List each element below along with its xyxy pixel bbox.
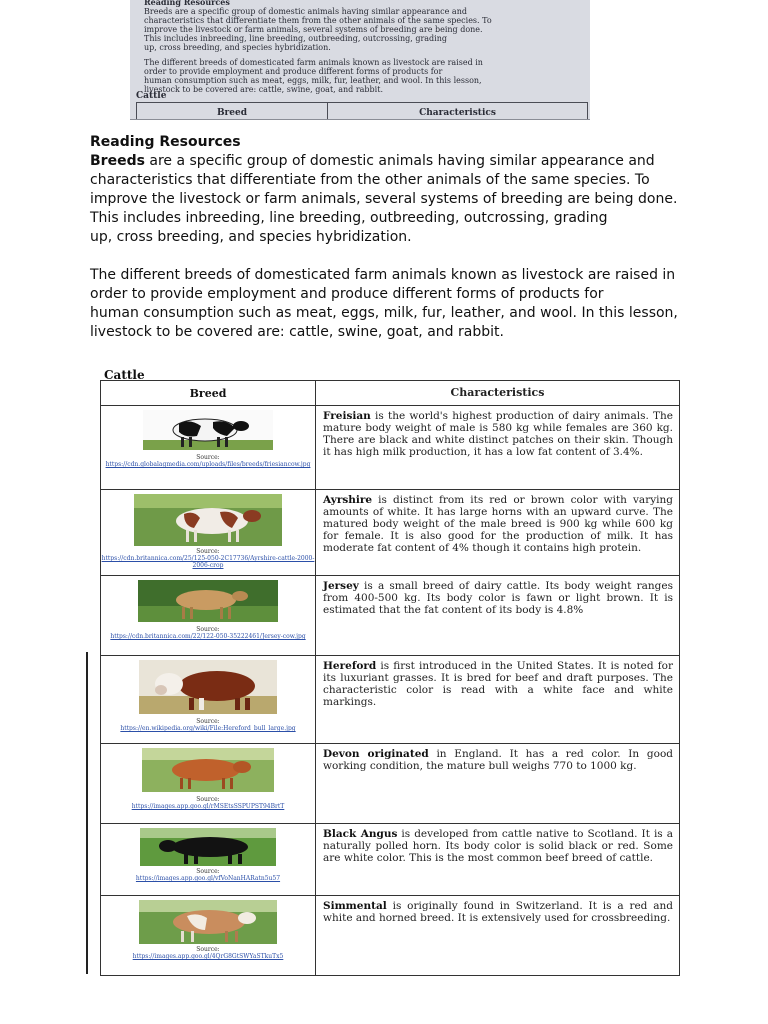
ayrshire-cow-image: [134, 494, 282, 546]
source-label: Source:: [196, 868, 220, 875]
text-line: livestock to be covered are: cattle, swine, goat, and rabbit.: [90, 324, 504, 340]
table-row: [101, 489, 679, 575]
scan-col-breed: Breed: [137, 103, 328, 120]
breed-characteristics: [316, 656, 679, 743]
breed-photo-cell: [101, 406, 316, 489]
paragraph-livestock: [90, 266, 690, 342]
scan-line: up, cross breeding, and species hybridization.: [144, 43, 331, 52]
col-header-breed: Breed: [101, 381, 316, 405]
breed-photo-cell: [101, 896, 316, 975]
source-citation: [101, 946, 315, 960]
table-row: [101, 575, 679, 655]
source-citation: [101, 548, 315, 569]
cattle-label: Cattle: [104, 368, 145, 382]
source-citation: [101, 796, 315, 810]
reading-resources: [90, 133, 690, 342]
breed-photo-cell: [101, 490, 316, 575]
scan-edge-line: [86, 652, 88, 974]
breed-characteristics: [316, 576, 679, 655]
breed-characteristics: [316, 744, 679, 823]
scan-table-header: [136, 102, 588, 120]
source-link[interactable]: https://images.app.goo.gl/vfVoNanHARatn5u57: [135, 875, 281, 882]
source-link[interactable]: https://en.wikipedia.org/wiki/File:Hereford_bull_large.jpg: [120, 725, 296, 732]
breed-name: Freisian: [323, 410, 371, 422]
scan-line: human consumption such as meat, eggs, milk, fur, leather, and wool. In this lesson,: [144, 76, 482, 85]
scan-line: order to provide employment and produce different forms of products for: [144, 67, 443, 76]
table-row: [101, 895, 679, 975]
simmental-cow-image: [139, 900, 277, 944]
text-line: improve the livestock or farm animals, several systems of breeding are being done.: [90, 191, 678, 207]
breed-photo-cell: [101, 824, 316, 895]
text-line: up, cross breeding, and species hybridization.: [90, 229, 412, 245]
freisian-cow-image: [143, 410, 273, 450]
breed-description: is first introduced in the United States. It is noted for its luxuriant grasses. It is bred for beef and draft purposes. The characteristic color is read with a white face and white markings.: [323, 660, 673, 708]
breed-description: is distinct from its red or brown color with varying amounts of white. It has large horns with an upward curve. The matured body weight of the male breed is 900 kg while 600 kg for female. It is also good for the production of milk. It has moderate fat content of 4% though it contains high protein.: [323, 494, 673, 554]
table-row: [101, 743, 679, 823]
source-link[interactable]: https://cdn.globalagmedia.com/uploads/files/breeds/friesiancow.jpg: [105, 461, 311, 468]
breed-name: Black Angus: [323, 828, 398, 840]
source-citation: [101, 718, 315, 732]
section-heading: Reading Resources: [90, 134, 241, 150]
scan-line: This includes inbreeding, line breeding, outbreeding, outcrossing, grading: [144, 34, 448, 43]
text-line: The different breeds of domesticated farm animals known as livestock are raised in: [90, 267, 676, 283]
scan-line: livestock to be covered are: cattle, swine, goat, and rabbit.: [144, 85, 383, 94]
text-line: human consumption such as meat, eggs, milk, fur, leather, and wool. In this lesson,: [90, 305, 678, 321]
text-line: This includes inbreeding, line breeding, outbreeding, outcrossing, grading: [90, 210, 608, 226]
table-header-row: [101, 381, 679, 405]
text-line: characteristics that differentiate from the other animals of the same species. To: [90, 172, 650, 188]
scan-col-characteristics: Characteristics: [419, 108, 496, 118]
source-label: Source:: [196, 548, 220, 555]
jersey-cow-image: [138, 580, 278, 622]
cattle-table: [100, 380, 680, 976]
source-label: Source:: [196, 796, 220, 803]
breed-description: is developed from cattle native to Scotland. It is a naturally polled horn. Its body color is solid black or red. Some are white color. This is the most common beef breed of cattle.: [323, 828, 673, 864]
breed-characteristics: [316, 406, 679, 489]
paragraph-breeds: [90, 152, 690, 247]
source-citation: [101, 626, 315, 640]
scan-cattle-label: Cattle: [136, 91, 167, 101]
source-label: Source:: [196, 454, 220, 461]
breed-name: Hereford: [323, 660, 377, 672]
breed-photo-cell: [101, 656, 316, 743]
scan-line: improve the livestock or farm animals, several systems of breeding are being done.: [144, 25, 483, 34]
breed-photo-cell: [101, 744, 316, 823]
breed-characteristics: [316, 824, 679, 895]
breed-characteristics: [316, 490, 679, 575]
source-label: Source:: [196, 626, 220, 633]
black-angus-image: [140, 828, 276, 866]
text-line: are a specific group of domestic animals having similar appearance and: [144, 153, 655, 169]
scan-line: The different breeds of domesticated farm animals known as livestock are raised in: [144, 58, 483, 67]
scan-line: Breeds are a specific group of domestic animals having similar appearance and: [144, 7, 467, 16]
source-label: Source:: [196, 718, 220, 725]
table-row: [101, 405, 679, 489]
breed-description: is the world's highest production of dairy animals. The mature body weight of male is 580 kg while females are 360 kg. There are black and white distinct patches on their skin. Though it has high milk production, it has a low fat content of 3.4%.: [323, 410, 673, 458]
breed-description: is originally found in Switzerland. It is a red and white and horned breed. It is extensively used for crossbreeding.: [323, 900, 673, 924]
source-link[interactable]: https://images.app.goo.gl/rMSEtsSSPUPST94BrtT: [131, 803, 285, 810]
col-header-characteristics: Characteristics: [450, 386, 545, 399]
source-label: Source:: [196, 946, 220, 953]
breed-name: Ayrshire: [323, 494, 373, 506]
breed-description: in England. It has a red color. In good working condition, the mature bull weighs 770 to 1000 kg.: [323, 748, 673, 772]
breed-name: Jersey: [323, 580, 359, 592]
text-line: order to provide employment and produce different forms of products for: [90, 286, 604, 302]
hereford-cow-image: [139, 660, 277, 714]
breed-name: Devon originated: [323, 748, 429, 760]
scan-line: characteristics that differentiate them from the other animals of the same species. To: [144, 16, 492, 25]
source-citation: [101, 868, 315, 882]
breed-photo-cell: [101, 576, 316, 655]
breed-description: is a small breed of dairy cattle. Its body weight ranges from 400-500 kg. Its body color is fawn or light brown. It is estimated that the fat content of its body is 4.8%: [323, 580, 673, 616]
scan-title: Reading Resources: [144, 0, 230, 7]
source-link[interactable]: https://cdn.britannica.com/22/122-050-35222461/Jersey-cow.jpg: [110, 633, 306, 640]
source-link[interactable]: https://images.app.goo.gl/4QrG8GtSWYaSTkuTx5: [132, 953, 284, 960]
breed-name: Simmental: [323, 900, 387, 912]
devon-cow-image: [142, 748, 274, 792]
table-row: [101, 823, 679, 895]
scanned-excerpt: [130, 0, 590, 120]
source-link[interactable]: https://cdn.britannica.com/25/125-050-2C17736/Ayrshire-cattle-2000-2006-crop: [101, 555, 315, 569]
source-citation: [101, 454, 315, 468]
term-breeds: Breeds: [90, 153, 145, 169]
table-row: [101, 655, 679, 743]
breed-characteristics: [316, 896, 679, 975]
